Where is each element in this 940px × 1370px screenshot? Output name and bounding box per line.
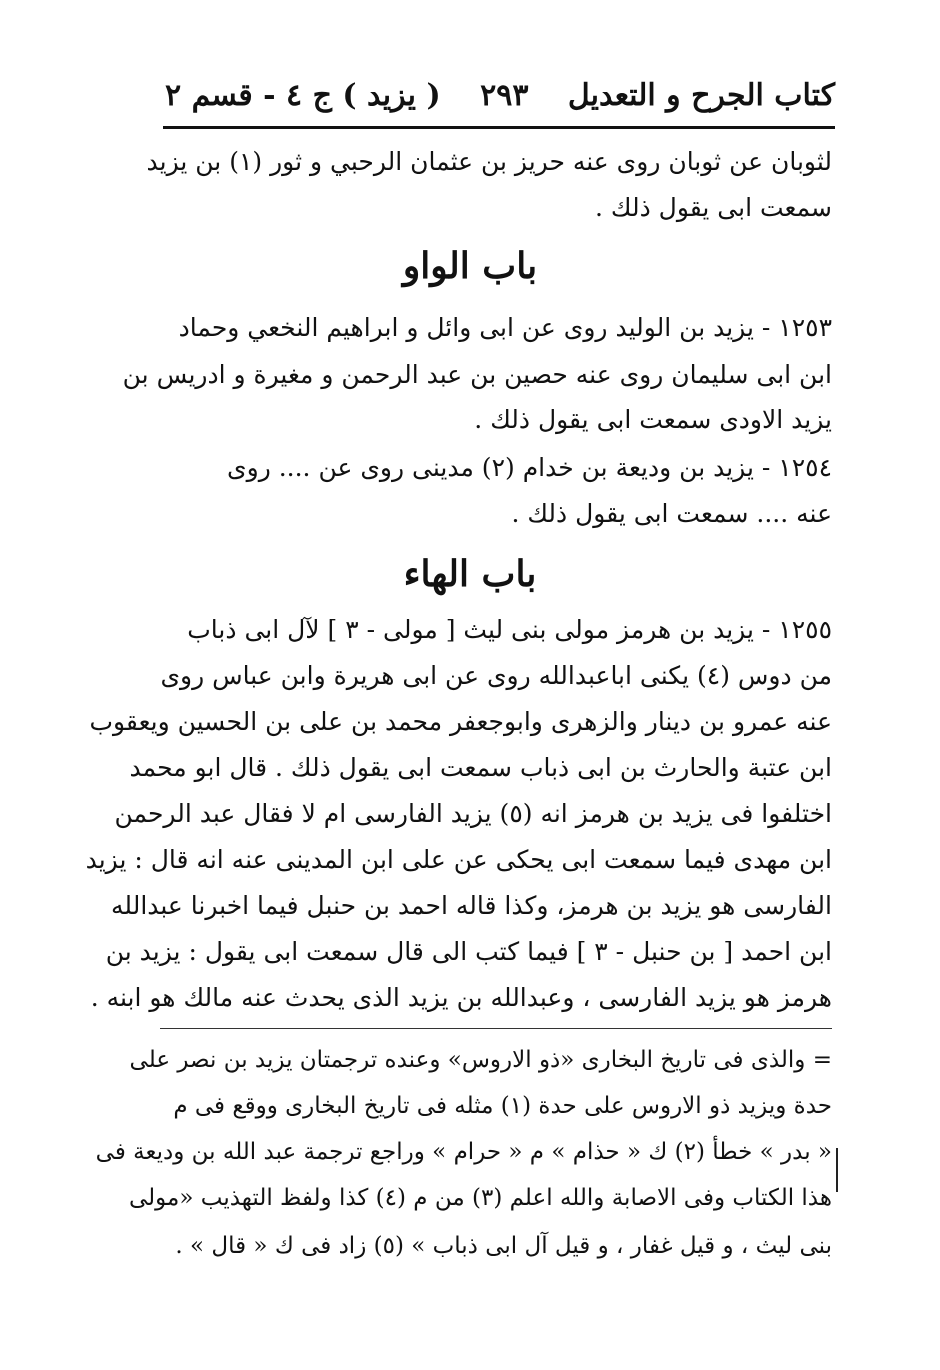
entry-line: يزيد الاودى سمعت ابى يقول ذلك . bbox=[474, 405, 832, 434]
entry-line: ١٢٥٤ - يزيد بن وديعة بن خدام (٢) مدينى روى عن .... روى bbox=[227, 453, 832, 482]
entry-line: عنه عمرو بن دينار والزهرى وابوجعفر محمد بن على بن الحسين ويعقوب bbox=[89, 707, 832, 736]
page-number: ٢٩٣ bbox=[480, 77, 529, 113]
footnote-line: « بدر » خطأ (٢) ك « حذام » م « حرام » وراجع ترجمة عبد الله بن وديعة فى bbox=[95, 1139, 832, 1165]
entry-line: الفارسى هو يزيد بن هرمز، وكذا قاله احمد بن حنبل فيما اخبرنا عبدالله bbox=[111, 891, 832, 920]
entry-line: ابن احمد [ بن حنبل - ٣ ] فيما كتب الى قال سمعت ابى يقول : يزيد بن bbox=[105, 937, 832, 966]
chapter-heading-waw: باب الواو bbox=[402, 245, 538, 287]
entry-line: اختلفوا فى يزيد بن هرمز انه (٥) يزيد الفارسى ام لا فقال عبد الرحمن bbox=[114, 799, 832, 828]
section-label: ( يزيد ) ج ٤ - قسم ٢ bbox=[165, 77, 441, 113]
header-rule bbox=[163, 126, 835, 129]
footnote-line: = والذى فى تاريخ البخارى «ذو الاروس» وعنده ترجمتان يزيد بن نصر على bbox=[129, 1047, 832, 1073]
book-title: كتاب الجرح و التعديل bbox=[567, 77, 835, 113]
entry-line: هرمز هو يزيد الفارسى ، وعبدالله بن يزيد الذى يحدث عنه مالك هو ابنه . bbox=[90, 983, 832, 1012]
footnote-line: حدة ويزيد ذو الاروس على حدة (١) مثله فى تاريخ البخارى ووقع فى م bbox=[173, 1093, 832, 1119]
running-header bbox=[165, 68, 835, 122]
entry-line: ابن عتبة والحارث بن ابى ذباب سمعت ابى يقول ذلك . قال ابو محمد bbox=[129, 753, 832, 782]
footnote-line: هذا الكتاب وفى الاصابة والله اعلم (٣) من م (٤) كذا ولفظ التهذيب «مولى bbox=[128, 1185, 832, 1211]
entry-line: ١٢٥٣ - يزيد بن الوليد روى عن ابى وائل و ابراهيم النخعي وحماد bbox=[178, 313, 832, 342]
footnote-line: بنى ليث ، و قيل غفار ، و قيل آل ابى ذباب » (٥) زاد فى ك « قال » . bbox=[175, 1233, 832, 1259]
entry-line: ابن مهدى فيما سمعت ابى يحكى عن على ابن المدينى عنه انه قال : يزيد bbox=[85, 845, 832, 874]
margin-mark bbox=[836, 1148, 838, 1192]
entry-line: من دوس (٤) يكنى اباعبدالله روى عن ابى هريرة وابن عباس روى bbox=[160, 661, 832, 690]
entry-line: ١٢٥٥ - يزيد بن هرمز مولى بنى ليث [ مولى - ٣ ] لآل ابى ذباب bbox=[187, 615, 832, 644]
chapter-heading-ha: باب الهاء bbox=[403, 553, 537, 595]
intro-line: لثوبان عن ثوبان روى عنه حريز بن عثمان الرحبي و ثور (١) بن يزيد bbox=[146, 147, 832, 176]
intro-line: سمعت ابى يقول ذلك . bbox=[595, 193, 832, 222]
entry-line: عنه .... سمعت ابى يقول ذلك . bbox=[511, 499, 832, 528]
footnote-rule bbox=[160, 1028, 832, 1029]
entry-line: ابن ابى سليمان روى عنه حصين بن عبد الرحمن و مغيرة و ادريس بن bbox=[122, 360, 832, 389]
